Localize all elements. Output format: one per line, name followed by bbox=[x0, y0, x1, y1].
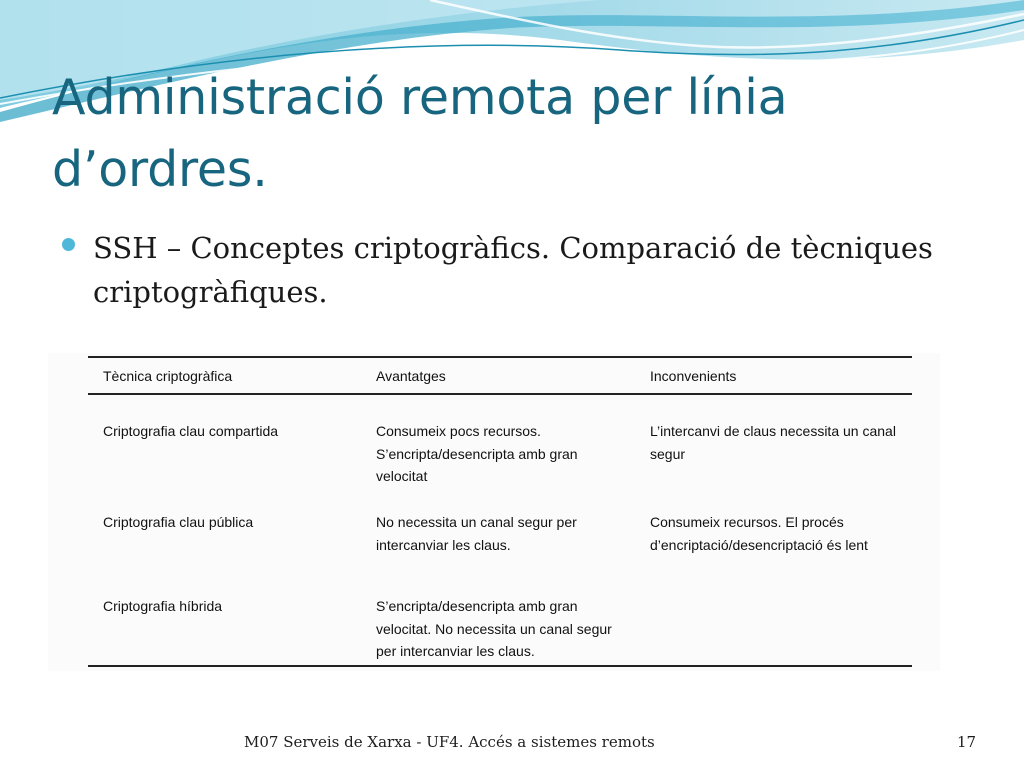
table-header-row bbox=[88, 357, 912, 394]
slide-title: Administració remota per línia d’ordres. bbox=[52, 69, 788, 198]
cell-technique: Criptografia clau pública bbox=[103, 514, 254, 530]
cell-advantages: S’encripta/desencripta amb gran velocitat. No necessita un canal segur per intercanviar les claus. bbox=[361, 587, 635, 666]
page-number: 17 bbox=[957, 733, 977, 751]
table-row bbox=[88, 503, 912, 587]
cell-drawbacks: L’intercanvi de claus necessita un canal segur bbox=[650, 423, 896, 462]
bullet-dot-icon bbox=[62, 238, 75, 251]
cell-drawbacks: Consumeix recursos. El procés d’encriptació/desencriptació és lent bbox=[650, 514, 868, 553]
cell-advantages: No necessita un canal segur per intercanviar les claus. bbox=[376, 514, 577, 553]
comparison-table bbox=[88, 356, 912, 667]
table-row bbox=[88, 587, 912, 666]
header-advantages: Avantatges bbox=[361, 357, 635, 394]
bullet-text: SSH – Conceptes criptogràfics. Comparació de tècniques criptogràfiques. bbox=[93, 231, 933, 309]
cell-drawbacks bbox=[635, 587, 912, 666]
cell-advantages: Consumeix pocs recursos. S’encripta/desencripta amb gran velocitat bbox=[376, 423, 578, 484]
footer-text: M07 Serveis de Xarxa - UF4. Accés a sistemes remots bbox=[244, 733, 655, 751]
header-technique: Tècnica criptogràfica bbox=[88, 357, 361, 394]
cell-technique: Criptografia híbrida bbox=[88, 587, 361, 666]
header-drawbacks: Inconvenients bbox=[635, 357, 912, 394]
cell-technique: Criptografia clau compartida bbox=[103, 423, 279, 439]
bullet-point bbox=[62, 226, 962, 314]
table-row bbox=[88, 394, 912, 503]
